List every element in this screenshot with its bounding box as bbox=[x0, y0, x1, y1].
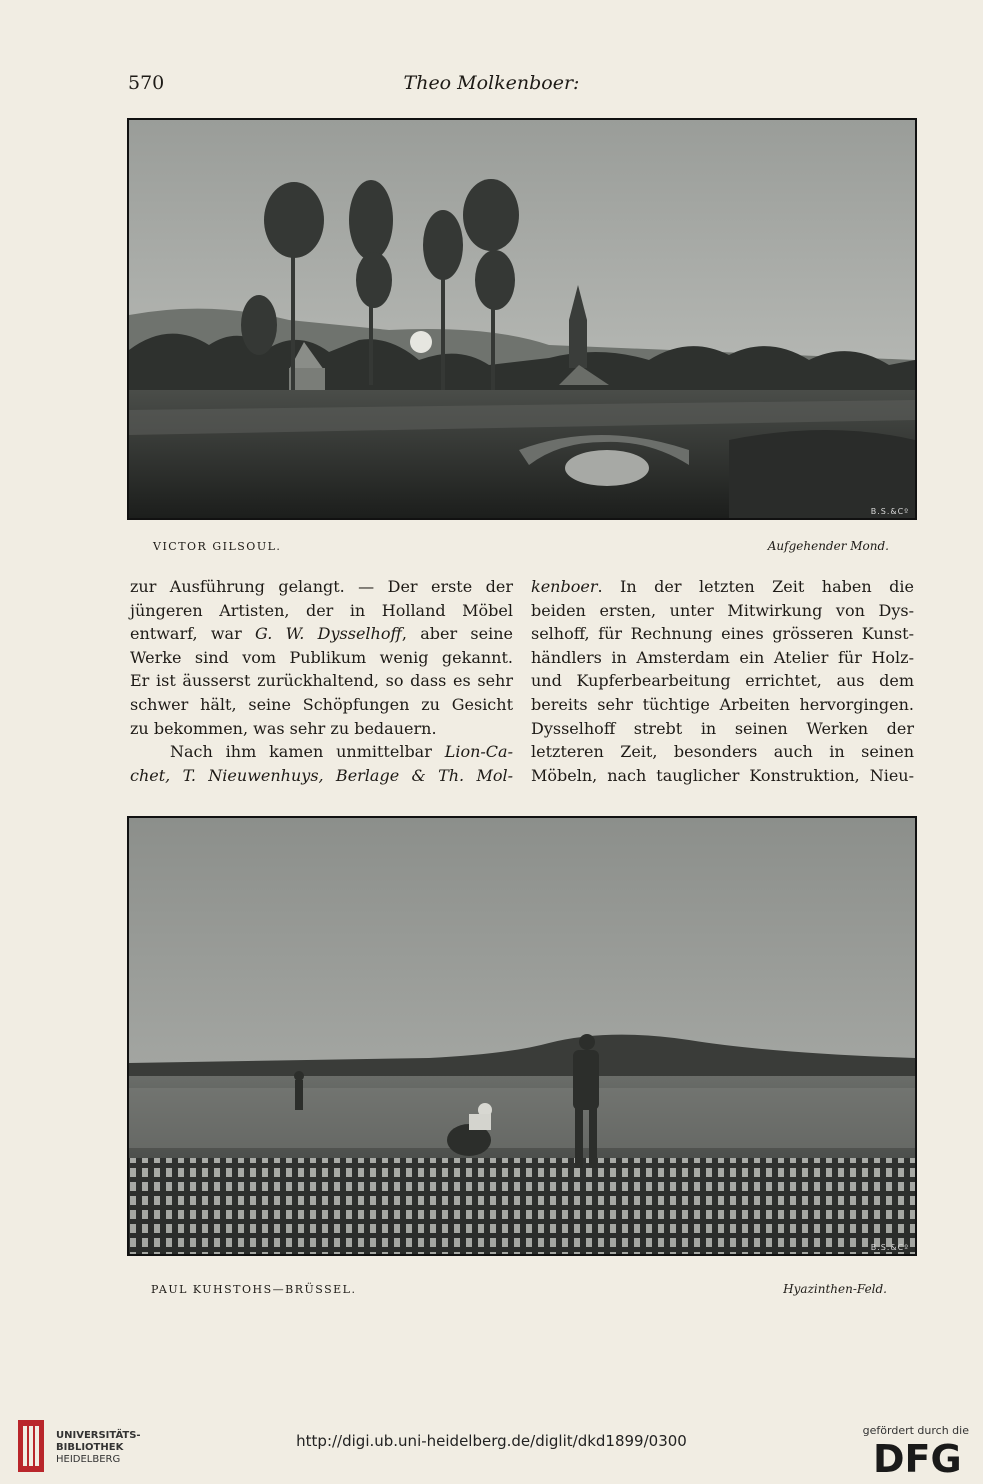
text-line: und Kupferbearbeitung errichtet, aus dem bbox=[531, 671, 914, 691]
figure-2-artist-caption: PAUL KUHSTOHS—BRÜSSEL. bbox=[151, 1283, 357, 1296]
text-line: Nach ihm kamen unmittelbar Lion-Ca- bbox=[170, 742, 513, 762]
engraver-mark: B.S.&Cº bbox=[870, 1243, 909, 1252]
text-line: zu bekommen, was sehr zu bedauern. bbox=[130, 718, 437, 738]
name-lion-cachet: Lion-Ca- bbox=[444, 742, 513, 762]
library-name-line: HEIDELBERG bbox=[56, 1454, 121, 1465]
name-molkenboer: kenboer bbox=[531, 577, 598, 596]
figure-plate-hyacinth-field bbox=[127, 816, 917, 1256]
text-line: beiden ersten, unter Mitwirkung von Dys- bbox=[531, 600, 914, 620]
engraver-mark: B.S.&Cº bbox=[870, 507, 909, 516]
text-line: bereits sehr tüchtige Arbeiten hervorgingen. bbox=[531, 694, 914, 714]
figure-1-title-caption: Aufgehender Mond. bbox=[767, 539, 889, 553]
figure-1-artist-caption: VICTOR GILSOUL. bbox=[153, 540, 282, 553]
figure-plate-moonrise bbox=[127, 118, 917, 520]
text-line: kenboer. In der letzten Zeit haben die bbox=[531, 577, 914, 596]
permalink-url[interactable]: http://digi.ub.uni-heidelberg.de/diglit/dkd1899/0300 bbox=[296, 1432, 687, 1450]
figure-2-title-caption: Hyazinthen-Feld. bbox=[783, 1282, 887, 1296]
text-line: Dysselhoff strebt in seinen Werken der bbox=[531, 718, 914, 738]
text-line: selhoff, für Rechnung eines grösseren Kunst- bbox=[531, 624, 914, 644]
text-line: Möbeln, nach tauglicher Konstruktion, Nieu- bbox=[531, 765, 914, 785]
moonrise-landscape-image bbox=[129, 120, 915, 518]
text-line bbox=[130, 764, 513, 788]
page-number: 570 bbox=[128, 72, 165, 94]
running-head: Theo Molkenboer: bbox=[403, 72, 580, 94]
library-name-line: BIBLIOTHEK bbox=[56, 1442, 124, 1453]
text-line: schwer hält, seine Schöpfungen zu Gesicht bbox=[130, 694, 513, 714]
text-line: letzteren Zeit, besonders auch in seinen bbox=[531, 742, 914, 762]
funded-by-label: gefördert durch die bbox=[862, 1424, 969, 1437]
text-line: händlers in Amsterdam ein Atelier für Holz- bbox=[531, 647, 914, 667]
text-line: Er ist äusserst zurückhaltend, so dass es sehr bbox=[130, 671, 513, 691]
hyacinth-field-image bbox=[129, 818, 915, 1254]
dfg-logo-icon bbox=[873, 1438, 969, 1476]
names-list: chet, T. Nieuwenhuys, Berlage & Th. Mol- bbox=[130, 765, 513, 785]
text-column-left bbox=[130, 575, 513, 787]
dfg-logo-text: DFG bbox=[873, 1438, 962, 1476]
text-column-right bbox=[531, 575, 914, 787]
text-line: entwarf, war G. W. Dysselhoff, aber seine bbox=[130, 624, 513, 644]
library-name-line: UNIVERSITÄTS- bbox=[56, 1430, 141, 1441]
name-dysselhoff: G. W. Dysselhoff bbox=[255, 624, 402, 644]
text-line: jüngeren Artisten, der in Holland Möbel bbox=[130, 600, 513, 620]
text-line: zur Ausführung gelangt. — Der erste der bbox=[130, 577, 513, 596]
text-line: Werke sind vom Publikum wenig gekannt. bbox=[130, 647, 513, 667]
